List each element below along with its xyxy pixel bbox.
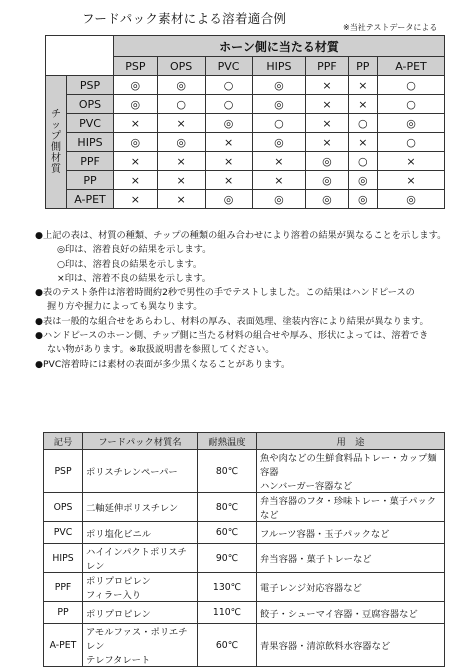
result-cell: × xyxy=(114,152,158,171)
result-cell: × xyxy=(348,76,377,95)
note-line: ない物があります。※取扱説明書を参照してください。 xyxy=(47,344,275,356)
table-row xyxy=(46,133,445,152)
note-line: ●ハンドピースのホーン側、チップ側に当たる材料の組合せや厚み、形状によっては、溶着でき xyxy=(35,330,429,342)
result-cell: ◎ xyxy=(114,76,158,95)
material-name-text-line2: テレフタレート xyxy=(86,655,151,666)
result-cell: × xyxy=(157,114,205,133)
note-line: ○印は、溶着良の結果を示します。 xyxy=(57,258,203,270)
table-row xyxy=(46,76,445,95)
row-header: PVC xyxy=(67,114,114,133)
result-cell: ○ xyxy=(205,76,252,95)
table-row xyxy=(44,450,445,493)
heat-resistance xyxy=(198,544,257,573)
heat-resistance xyxy=(198,450,257,493)
material-code xyxy=(44,573,83,602)
row-header: PPF xyxy=(67,152,114,171)
result-cell: ○ xyxy=(205,95,252,114)
table-row xyxy=(46,171,445,190)
result-cell: ◎ xyxy=(252,190,306,209)
table-row xyxy=(46,152,445,171)
material-use xyxy=(257,493,445,522)
result-cell: ◎ xyxy=(114,95,158,114)
heat-resistance xyxy=(198,522,257,544)
material-name-text: ポリスチレンペーパー xyxy=(86,467,178,478)
compatibility-table xyxy=(45,35,445,209)
material-use-text: フルーツ容器・玉子パックなど xyxy=(260,528,390,540)
heat-resistance-text: 130℃ xyxy=(212,581,242,593)
result-cell: × xyxy=(377,152,444,171)
result-cell: ◎ xyxy=(252,95,306,114)
material-name-text: ポリプロピレン xyxy=(86,608,151,620)
result-cell: ◎ xyxy=(348,190,377,209)
material-name-text: アモルファス・ポリエチレン xyxy=(86,627,188,652)
material-name xyxy=(83,624,198,667)
result-cell: ◎ xyxy=(114,133,158,152)
heat-resistance xyxy=(198,624,257,667)
material-use xyxy=(257,602,445,624)
result-cell: ○ xyxy=(252,114,306,133)
header-code: 記号 xyxy=(44,433,83,450)
material-code-text: PPF xyxy=(54,581,72,593)
column-header: A-PET xyxy=(377,57,444,76)
result-cell: × xyxy=(157,152,205,171)
material-name-text-line2: フィラー入り xyxy=(86,590,142,601)
material-name-text: 二軸延伸ポリスチレン xyxy=(86,503,179,514)
material-code xyxy=(44,450,83,493)
row-header: A-PET xyxy=(67,190,114,209)
result-cell: × xyxy=(306,95,348,114)
result-cell: ○ xyxy=(348,114,377,133)
material-use-text: 弁当容器・菓子トレーなど xyxy=(260,554,372,565)
table-row xyxy=(44,522,445,544)
note-line: ×印は、溶着不良の結果を示します。 xyxy=(57,272,211,284)
row-header: PSP xyxy=(67,76,114,95)
table-row xyxy=(44,602,445,624)
column-header: OPS xyxy=(157,57,205,76)
material-name-text: ハイインパクトポリスチレン xyxy=(86,547,187,572)
heat-resistance-text: 80℃ xyxy=(215,501,239,513)
material-code xyxy=(44,522,83,544)
result-cell: ○ xyxy=(348,152,377,171)
result-cell: ◎ xyxy=(377,114,444,133)
result-cell: × xyxy=(377,171,444,190)
material-use-text-line2: ハンバーガー容器など xyxy=(260,481,353,492)
result-cell: × xyxy=(205,171,252,190)
material-use-text: 弁当容器のフタ・珍味トレー・菓子パックなど xyxy=(260,496,436,521)
table-row xyxy=(46,114,445,133)
materials-table xyxy=(43,432,445,667)
material-code xyxy=(44,544,83,573)
material-use xyxy=(257,624,445,667)
header-name: フードパック材質名 xyxy=(83,433,198,450)
material-use-text: 青果容器・清涼飲料水容器など xyxy=(260,641,391,652)
material-code xyxy=(44,493,83,522)
result-cell: ◎ xyxy=(205,190,252,209)
column-header: HIPS xyxy=(252,57,306,76)
material-name xyxy=(83,602,198,624)
column-header: PPF xyxy=(306,57,348,76)
result-cell: ◎ xyxy=(348,171,377,190)
table-row xyxy=(44,493,445,522)
material-name xyxy=(83,450,198,493)
result-cell: ◎ xyxy=(306,152,348,171)
heat-resistance-text: 90℃ xyxy=(215,552,239,564)
material-use xyxy=(257,522,445,544)
row-header: HIPS xyxy=(67,133,114,152)
heat-resistance xyxy=(198,493,257,522)
heat-resistance-text: 110℃ xyxy=(212,607,242,618)
material-name xyxy=(83,573,198,602)
material-code xyxy=(44,624,83,667)
material-use-text: 餃子・シューマイ容器・豆腐容器など xyxy=(260,608,418,620)
result-cell: ◎ xyxy=(157,76,205,95)
page-title: フードパック素材による溶着適合例 xyxy=(82,11,287,26)
horn-side-header: ホーン側に当たる材質 xyxy=(114,36,445,57)
material-name xyxy=(83,493,198,522)
result-cell: ◎ xyxy=(252,133,306,152)
result-cell: × xyxy=(348,95,377,114)
material-name xyxy=(83,544,198,573)
result-cell: × xyxy=(348,133,377,152)
material-name-text: ポリプロピレン xyxy=(86,576,151,587)
heat-resistance-text: 60℃ xyxy=(215,639,239,651)
result-cell: × xyxy=(306,76,348,95)
source-note: ※当社テストデータによる xyxy=(343,23,438,32)
material-code-text: HIPS xyxy=(52,552,74,564)
result-cell: ◎ xyxy=(205,114,252,133)
result-cell: ◎ xyxy=(252,76,306,95)
result-cell: ◎ xyxy=(306,190,348,209)
result-cell: ○ xyxy=(377,133,444,152)
tip-side-label: チ ッ プ 側 材 質 xyxy=(46,76,67,209)
corner-cell xyxy=(46,36,114,76)
material-name xyxy=(83,522,198,544)
material-use xyxy=(257,544,445,573)
table-row xyxy=(46,190,445,209)
result-cell: × xyxy=(114,190,158,209)
result-cell: × xyxy=(306,114,348,133)
header-temp: 耐熱温度 xyxy=(198,433,257,450)
note-line: ●上記の表は、材質の種類、チップの種類の組み合わせにより溶着の結果が異なることを示します。 xyxy=(35,230,447,241)
result-cell: × xyxy=(252,171,306,190)
result-cell: ◎ xyxy=(157,133,205,152)
result-cell: × xyxy=(205,152,252,171)
note-line: ●PVC溶着時には素材の表面が多少黒くなることがあります。 xyxy=(35,358,291,370)
column-header: PVC xyxy=(205,57,252,76)
material-code-text: OPS xyxy=(53,501,73,513)
row-header: OPS xyxy=(67,95,114,114)
material-code-text: PP xyxy=(57,607,69,618)
note-line: ●表のテスト条件は溶着時間約2秒で男性の手でテストしました。この結果はハンドピースの xyxy=(35,287,415,299)
result-cell: × xyxy=(157,171,205,190)
heat-resistance xyxy=(198,573,257,602)
row-header: PP xyxy=(67,171,114,190)
material-use-text: 電子レンジ対応容器など xyxy=(260,583,362,594)
result-cell: × xyxy=(114,171,158,190)
result-cell: × xyxy=(306,133,348,152)
table-row xyxy=(46,95,445,114)
result-cell: ○ xyxy=(377,95,444,114)
result-cell: × xyxy=(114,114,158,133)
table-row xyxy=(44,573,445,602)
column-header: PP xyxy=(348,57,377,76)
header-use: 用 途 xyxy=(257,433,445,450)
material-code-text: A-PET xyxy=(49,639,77,651)
material-use xyxy=(257,573,445,602)
table-row xyxy=(44,624,445,667)
notes-section xyxy=(35,229,455,372)
material-name-text: ポリ塩化ビニル xyxy=(86,528,152,540)
result-cell: × xyxy=(205,133,252,152)
result-cell: ◎ xyxy=(377,190,444,209)
heat-resistance-text: 60℃ xyxy=(215,527,239,538)
result-cell: ○ xyxy=(377,76,444,95)
table-row xyxy=(44,544,445,573)
material-code xyxy=(44,602,83,624)
result-cell: ○ xyxy=(157,95,205,114)
note-line: 握り方や握力によっても異なります。 xyxy=(47,301,203,313)
material-use xyxy=(257,450,445,493)
note-line: ◎印は、溶着良好の結果を示します。 xyxy=(57,244,212,256)
material-use-text: 魚や肉などの生鮮食料品トレー・カップ麺容器 xyxy=(260,453,437,478)
note-line: ●表は一般的な組合せをあらわし、材料の厚み、表面処理、塗装内容により結果が異なります。 xyxy=(35,315,429,327)
material-code-text: PSP xyxy=(54,465,72,477)
material-code-text: PVC xyxy=(53,527,73,538)
result-cell: × xyxy=(252,152,306,171)
heat-resistance xyxy=(198,602,257,624)
heat-resistance-text: 80℃ xyxy=(215,465,239,477)
result-cell: × xyxy=(157,190,205,209)
result-cell: ◎ xyxy=(306,171,348,190)
column-header: PSP xyxy=(114,57,158,76)
